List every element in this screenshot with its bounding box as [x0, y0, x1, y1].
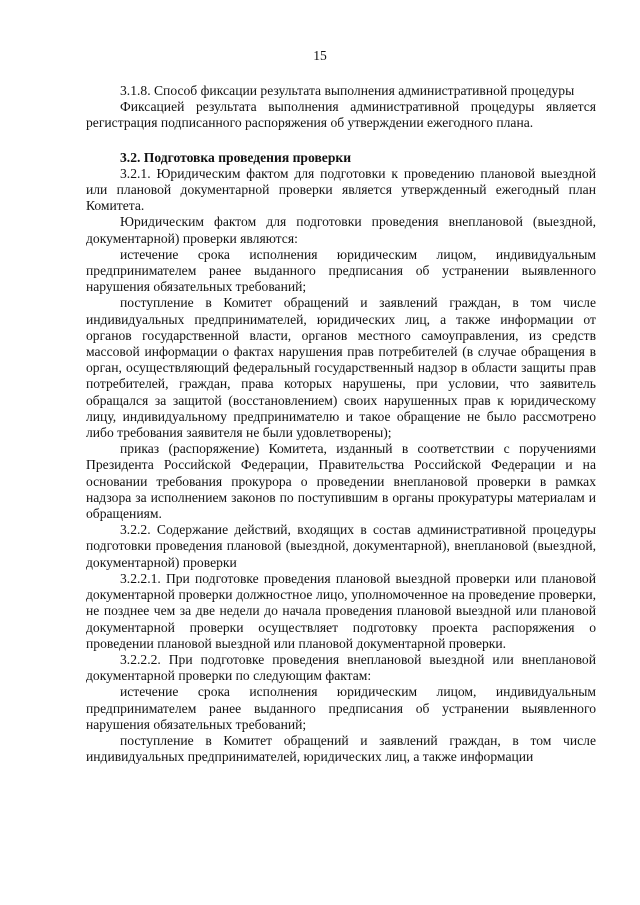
paragraph-3-2-2-2: 3.2.2.2. При подготовке проведения внеплановой выездной или внеплановой документарной проверки по следующим фактам:: [86, 651, 596, 684]
paragraph-3-1-8-heading: 3.1.8. Способ фиксации результата выполнения административной процедуры: [120, 83, 575, 98]
list-item-committee-order: приказ (распоряжение) Комитета, изданный в соответствии с поручениями Президента Российской Федерации, Правительства Российской Федерации и на основании требования прокурора о проведении внеплановой проверки в рамках надзора за исполнением законов по поступившим в органы прокуратуры материалам и обращениям.: [86, 441, 596, 522]
paragraph-3-2-2: 3.2.2. Содержание действий, входящих в состав административной процедуры подготовки проведения плановой (выездной, документарной), внеплановой (выездной, документарной) проверки: [86, 522, 596, 570]
paragraph-3-1-8-text: Фиксацией результата выполнения административной процедуры является регистрация подписанного распоряжения об утверждении ежегодного плана.: [86, 99, 596, 131]
page-number: 15: [313, 48, 327, 63]
paragraph-3-2-2-1: 3.2.2.1. При подготовке проведения плановой выездной проверки или плановой документарной проверки должностное лицо, уполномоченное на проведение проверки, не позднее чем за две недели до начала проведения плановой выездной или плановой документарной проверки осуществляет подготовку проекта распоряжения о проведении плановой выездной или плановой документарной проверки.: [86, 570, 596, 651]
document-body: [86, 83, 596, 765]
section-3-2-heading: 3.2. Подготовка проведения проверки: [120, 149, 352, 165]
list-item-deadline-expiry: истечение срока исполнения юридическим лицом, индивидуальным предпринимателем ранее выданного предписания об устранении выявленного нарушения обязательных требований;: [86, 246, 596, 295]
paragraph-3-2-1: 3.2.1. Юридическим фактом для подготовки к проведению плановой выездной или плановой документарной проверки является утвержденный ежегодный план Комитета.: [86, 165, 596, 214]
paragraph-unscheduled-grounds: Юридическим фактом для подготовки проведения внеплановой (выездной, документарной) проверки являются:: [86, 214, 596, 246]
list-item-citizen-appeals-2: поступление в Комитет обращений и заявлений граждан, в том числе индивидуальных предпринимателей, юридических лиц, а также информации: [86, 732, 596, 765]
list-item-deadline-expiry-2: истечение срока исполнения юридическим лицом, индивидуальным предпринимателем ранее выданного предписания об устранении выявленного нарушения обязательных требований;: [86, 684, 596, 732]
list-item-citizen-appeals: поступление в Комитет обращений и заявлений граждан, в том числе индивидуальных предпринимателей, юридических лиц, а также информации от органов государственной власти, органов местного самоуправления, из средств массовой информации о фактах нарушения прав потребителей (в случае обращения в орган, осуществляющий федеральный государственный надзор в области защиты прав потребителей, граждан, права которых нарушены, при условии, что заявитель обращался за защитой (восстановлением) своих нарушенных прав к юридическому лицу, индивидуальному предпринимателю и такое обращение не было рассмотрено либо требования заявителя не были удовлетворены);: [86, 295, 596, 441]
